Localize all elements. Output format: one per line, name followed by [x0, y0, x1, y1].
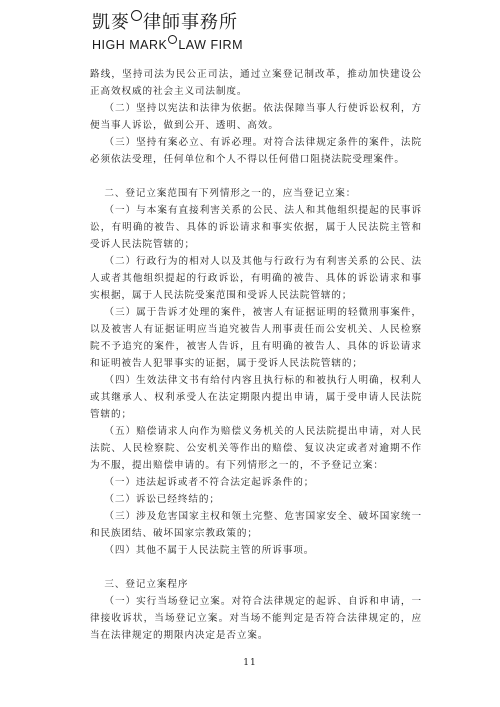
- letterhead: [92, 10, 412, 53]
- paragraph: （四）其他不属于人民法院主管的所诉事项。: [104, 545, 315, 556]
- paragraph: （一）与本案有直接利害关系的公民、法人和其他组织提起的民事诉讼，有明确的被告、具体的诉讼请求和事实依据，属于人民法院主管和受诉人民法院管辖的；: [90, 205, 422, 250]
- paragraph: （二）坚持以宪法和法律为依据。依法保障当事人行使诉讼权利，方便当事人诉讼，做到公开、透明、高效。: [90, 103, 422, 131]
- section-heading: 二、登记立案范围有下列情形之一的，应当登记立案：: [104, 188, 357, 199]
- firm-logo-chinese: 凱麥 律師事務所: [92, 12, 238, 33]
- paragraph: （二）行政行为的相对人以及其他与行政行为有利害关系的公民、法人或者其他组织提起的行政诉讼，有明确的被告、具体的诉讼请求和事实根据，属于人民法院受案范围和受诉人民法院管辖的；: [90, 256, 422, 301]
- paragraph: （二）诉讼已经终结的；: [104, 494, 220, 505]
- paragraph: （一）实行当场登记立案。对符合法律规定的起诉、自诉和申请，一律接收诉状，当场登记立案。对当场不能判定是否符合法律规定的，应当在法律规定的期限内决定是否立案。: [90, 596, 422, 641]
- paragraph: （一）违法起诉或者不符合法定起诉条件的；: [104, 477, 315, 488]
- firm-logo-english: HIGH MARK LAW FIRM: [92, 35, 412, 53]
- section-heading: 三、登记立案程序: [104, 579, 189, 590]
- paragraph: （四）生效法律文书有给付内容且执行标的和被执行人明确，权利人或其继承人、权利承受人在法定期限内提出申请，属于受申请人民法院管辖的；: [90, 375, 422, 420]
- paragraph: （五）赔偿请求人向作为赔偿义务机关的人民法院提出申请，对人民法院、人民检察院、公安机关等作出的赔偿、复议决定或者对逾期不作为不服，提出赔偿申请的。有下列情形之一的，不予登记立案：: [90, 426, 422, 471]
- paragraph: （三）属于告诉才处理的案件，被害人有证据证明的轻微刑事案件，以及被害人有证据证明应当追究被告人刑事责任而公安机关、人民检察院不予追究的案件，被害人告诉，且有明确的被告人、具体的诉讼请求和证明被告人犯罪事实的证据，属于受诉人民法院管辖的；: [90, 307, 422, 369]
- page-number: 11: [243, 658, 257, 668]
- document-body: [90, 66, 422, 644]
- paragraph: （三）涉及危害国家主权和领土完整、危害国家安全、破坏国家统一和民族团结、破坏国家宗教政策的；: [90, 511, 422, 539]
- paragraph: 路线，坚持司法为民公正司法，通过立案登记制改革，推动加快建设公正高效权威的社会主义司法制度。: [90, 69, 422, 97]
- paragraph: （三）坚持有案必立、有诉必理。对符合法律规定条件的案件，法院必须依法受理，任何单位和个人不得以任何借口阻挠法院受理案件。: [90, 137, 422, 165]
- registered-mark-icon: [168, 35, 177, 44]
- registered-mark-icon: [131, 10, 142, 21]
